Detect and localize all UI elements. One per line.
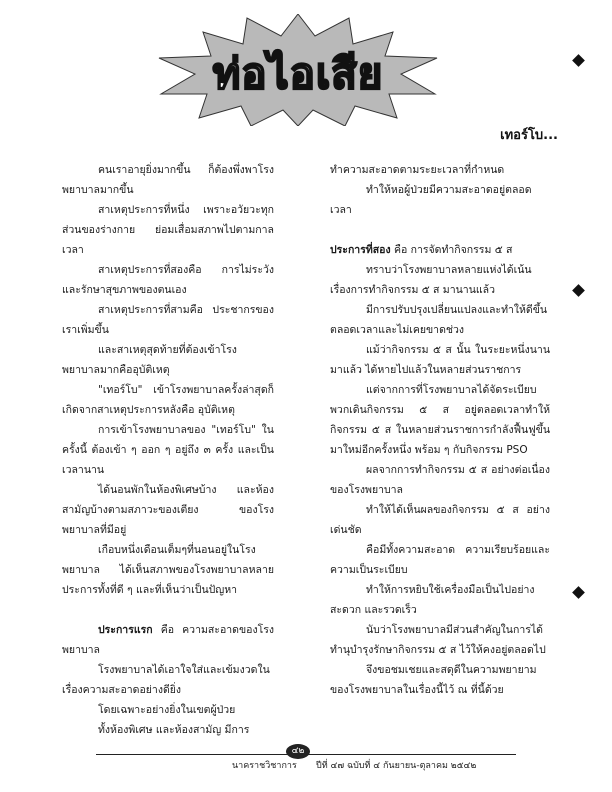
page-number: ๔๒ (286, 744, 310, 759)
paragraph: ผลจากการทำกิจกรรม ๕ ส อย่างต่อเนื่องของโรงพยาบาล (330, 464, 550, 496)
paragraph: จึงขอชมเชยและสดุดีในความพยายามของโรงพยาบาลในเรื่องนี้ไว้ ณ ที่นี้ด้วย (330, 664, 537, 696)
paragraph: ทราบว่าโรงพยาบาลหลายแห่งได้เน้นเรื่องการทำกิจกรรม ๕ ส มานานแล้ว (330, 264, 532, 296)
paragraph: โรงพยาบาลได้เอาใจใส่และเข้มงวดในเรื่องความสะอาดอย่างดียิ่ง (62, 664, 270, 696)
paragraph-gap (330, 220, 550, 240)
paragraph: ประการที่สอง คือ การจัดทำกิจกรรม ๕ ส (330, 244, 513, 256)
paragraph: นับว่าโรงพยาบาลมีส่วนสำคัญในการได้ทำนุบำรุงรักษากิจกรรม ๕ ส ไว้ให้คงอยู่ตลอดไป (330, 624, 546, 656)
publication-name: นาคราชวิชาการ (232, 761, 297, 771)
paragraph: โดยเฉพาะอย่างยิ่งในเขตผู้ป่วย (98, 704, 236, 716)
right-column (330, 160, 550, 700)
binder-hole-icon (572, 586, 585, 599)
section-heading: ประการแรก (98, 624, 153, 636)
title-banner (153, 14, 443, 126)
paragraph: การเข้าโรงพยาบาลของ "เทอร์โบ" ในครั้งนี้ ต้องเข้า ๆ ออก ๆ อยู่ถึง ๓ ครั้ง และเป็นเวลานาน (62, 424, 274, 476)
paragraph: ได้นอนพักในห้องพิเศษบ้าง และห้องสามัญบ้างตามสภาวะของเตียง ของโรงพยาบาลที่มีอยู่ (62, 484, 274, 536)
paragraph: ประการแรก คือ ความสะอาดของโรงพยาบาล (62, 624, 274, 656)
paragraph: แม้ว่ากิจกรรม ๕ ส นั้น ในระยะหนึ่งนานมาแล้ว ได้หายไปแล้วในหลายส่วนราชการ (330, 344, 550, 376)
paragraph-gap (62, 600, 274, 620)
issue-info: ปีที่ ๔๗ ฉบับที่ ๔ กันยายน-ตุลาคม ๒๕๔๒ (316, 761, 477, 771)
binder-hole-icon (572, 284, 585, 297)
paragraph: คนเราอายุยิ่งมากขึ้น ก็ต้องพึ่งพาโรงพยาบาลมากขึ้น (62, 164, 274, 196)
paragraph: ทำให้หอผู้ป่วยมีความสะอาดอยู่ตลอดเวลา (330, 184, 532, 216)
paragraph: ทำให้ได้เห็นผลของกิจกรรม ๕ ส อย่างเด่นชัด (330, 504, 550, 536)
paragraph: สาเหตุประการที่หนึ่ง เพราะอวัยวะทุกส่วนของร่างกาย ย่อมเสื่อมสภาพไปตามกาลเวลา (62, 204, 274, 256)
paragraph: สาเหตุประการที่สามคือ ประชากรของเราเพิ่มขึ้น (62, 304, 274, 336)
page-title: ท่อไอเสีย (212, 49, 384, 98)
paragraph: ทำความสะอาดตามระยะเวลาที่กำหนด (330, 164, 505, 176)
paragraph: คือมีทั้งความสะอาด ความเรียบร้อยและความเป็นระเบียบ (330, 544, 550, 576)
binder-hole-icon (572, 54, 585, 67)
paragraph: มีการปรับปรุงเปลี่ยนแปลงและทำให้ดีขึ้นตลอดเวลาและไม่เคยขาดช่วง (330, 304, 548, 336)
section-heading: ประการที่สอง (330, 244, 391, 256)
paragraph: "เทอร์โบ" เข้าโรงพยาบาลครั้งล่าสุดก็เกิดจากสาเหตุประการหลังคือ อุบัติเหตุ (62, 384, 274, 416)
paragraph: แต่จากการที่โรงพยาบาลได้จัดระเบียบพวกเดินกิจกรรม ๕ ส อยู่ตลอดเวลาทำให้กิจกรรม ๕ ส ในหลายส่วนราชการกำลังฟื้นฟูขึ้นมาใหม่อีกครั้งหนึ่ง พร้อม ๆ กับกิจกรรม PSO (330, 384, 550, 456)
paragraph: เกือบหนึ่งเดือนเต็มๆที่นอนอยู่ในโรงพยาบาล ได้เห็นสภาพของโรงพยาบาลหลายประการทั้งที่ดี ๆ และที่เห็นว่าเป็นปัญหา (62, 544, 274, 596)
author-byline: เทอร์โบ... (500, 128, 558, 143)
paragraph: ทำให้การหยิบใช้เครื่องมือเป็นไปอย่างสะดวก และรวดเร็ว (330, 584, 535, 616)
paragraph: ทั้งห้องพิเศษ และห้องสามัญ มีการ (98, 724, 250, 736)
paragraph: สาเหตุประการที่สองคือ การไม่ระวังและรักษาสุขภาพของตนเอง (62, 264, 274, 296)
left-column (62, 160, 274, 740)
paragraph: และสาเหตุสุดท้ายที่ต้องเข้าโรงพยาบาลมากคืออุบัติเหตุ (62, 344, 237, 376)
